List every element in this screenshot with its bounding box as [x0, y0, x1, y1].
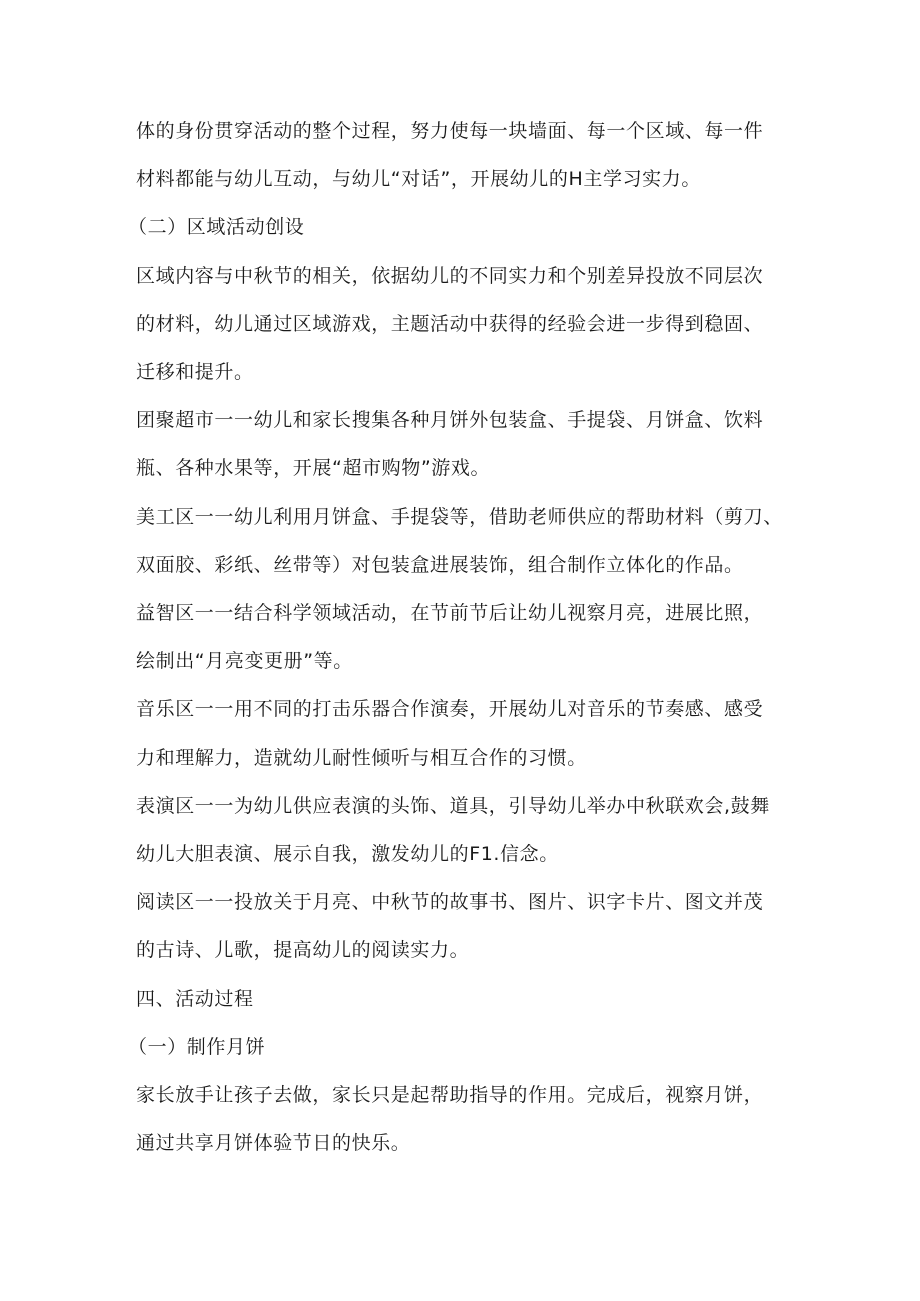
- text-line: 双面胶、彩纸、丝带等）对包装盒进展装饰，组合制作立体化的作品。: [136, 554, 744, 576]
- text-line: 通过共享月饼体验节日的快乐。: [136, 1132, 411, 1154]
- text-line: 美工区一一幼儿利用月饼盒、手提袋等，借助老师供应的帮助材料（剪刀、: [136, 506, 783, 528]
- text-line: 迁移和提升。: [136, 361, 254, 383]
- text-line: 家长放手让孩子去做，家长只是起帮助指导的作用。完成后，视察月饼，: [136, 1084, 764, 1106]
- text-line: 益智区一一结合科学领域活动，在节前节后让幼儿视察月亮，进展比照，: [136, 602, 764, 624]
- text-line: 力和理解力，造就幼儿耐性倾听与相互合作的习惯。: [136, 747, 587, 769]
- text-line: 绘制出“月亮变更册”等。: [136, 650, 353, 672]
- text-line: 音乐区一一用不同的打击乐器合作演奏，开展幼儿对音乐的节奏感、感受: [136, 698, 764, 720]
- text-line: 瓶、各种水果等，开展“超市购物”游戏。: [136, 457, 491, 479]
- section-heading: 四、活动过程: [136, 988, 254, 1010]
- text-line: 表演区一一为幼儿供应表演的头饰、道具，引导幼儿举办中秋联欢会,鼓舞: [136, 795, 770, 817]
- text-line: 的古诗、儿歌，提高幼儿的阅读实力。: [136, 939, 470, 961]
- text-line: 体的身份贯穿活动的整个过程，努力使每一块墙面、每一个区域、每一件: [136, 120, 764, 142]
- text-line: 幼儿大胆表演、展示自我，激发幼儿的F1.信念。: [136, 843, 559, 865]
- text-line: 材料都能与幼儿互动，与幼儿“对话”，开展幼儿的H主学习实力。: [136, 168, 701, 190]
- text-line: 的材料，幼儿通过区域游戏，主题活动中获得的经验会进一步得到稳固、: [136, 313, 764, 335]
- section-heading: （一）制作月饼: [128, 1036, 266, 1058]
- text-line: 区域内容与中秋节的相关，依据幼儿的不同实力和个别差异投放不同层次: [136, 265, 764, 287]
- text-line: 团聚超市一一幼儿和家长搜集各种月饼外包装盒、手提袋、月饼盒、饮料: [136, 409, 764, 431]
- section-heading: （二）区域活动创设: [128, 216, 305, 238]
- text-line: 阅读区一一投放关于月亮、中秋节的故事书、图片、识字卡片、图文并茂: [136, 891, 764, 913]
